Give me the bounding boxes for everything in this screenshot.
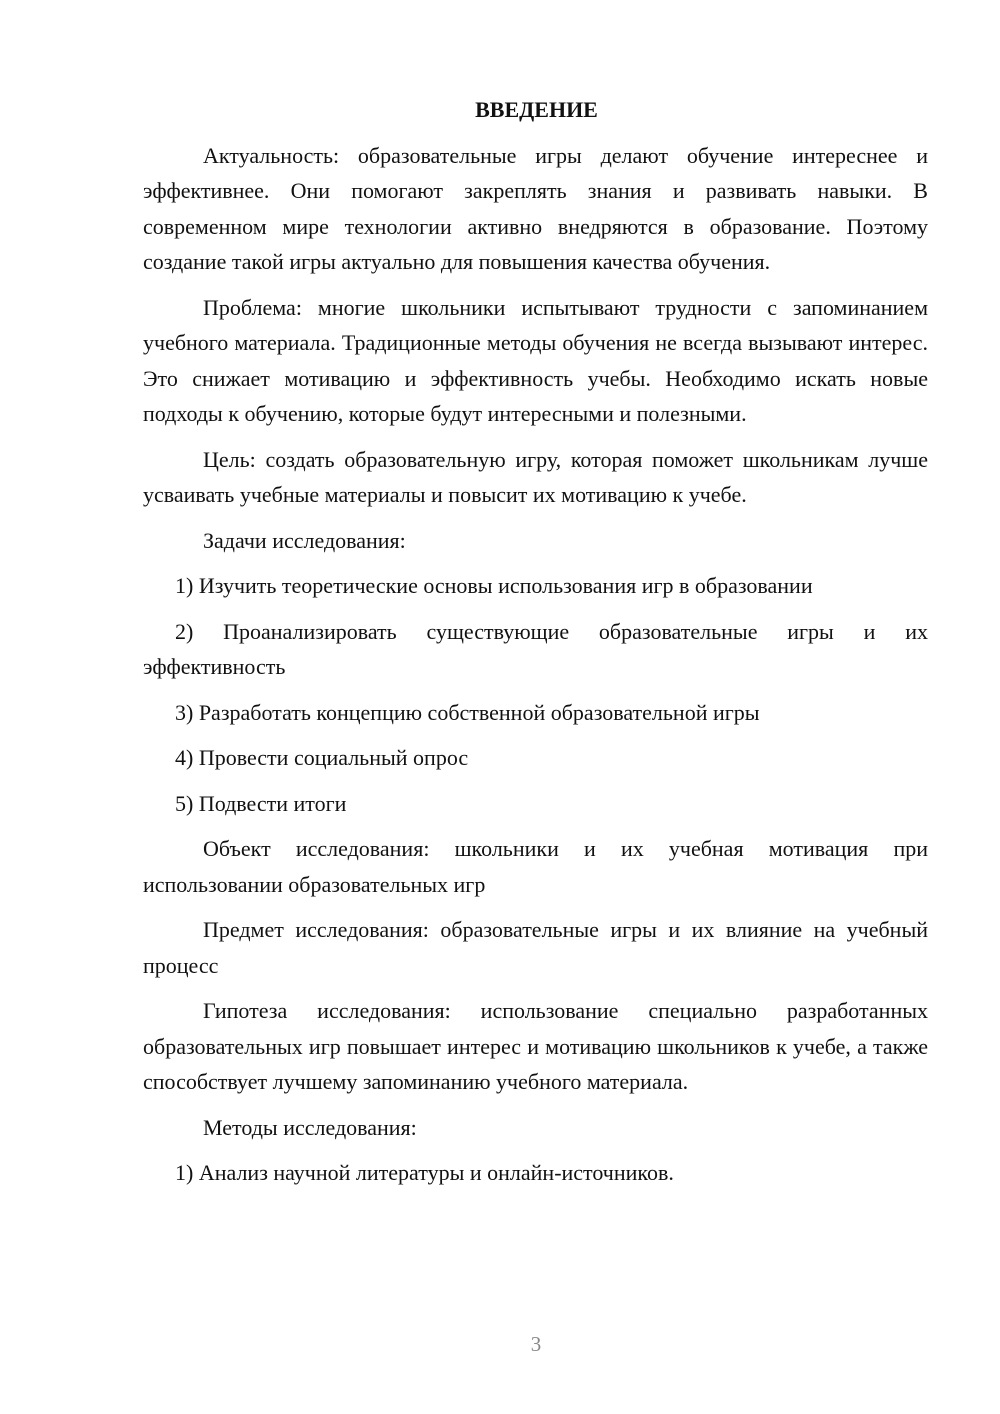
page-number: 3 [530,1332,542,1356]
page-content [143,92,928,1201]
method-item-1: 1) Анализ научной литературы и онлайн-источников. [175,1160,674,1185]
task-item-1: 1) Изучить теоретические основы использования игр в образовании [175,573,813,598]
task-item-5: 5) Подвести итоги [175,790,347,816]
task-item-4: 4) Провести социальный опрос [175,745,469,770]
relevance-paragraph: Актуальность: образовательные игры делают обучение интереснее и эффективнее. Они помогают закреплять знания и развивать навыки. В современном мире технологии активно внедряются в образование. Поэтому создание такой игры актуально для повышения качества обучения. [143,142,928,274]
subject-paragraph: Предмет исследования: образовательные игры и их влияние на учебный процесс [143,917,928,978]
object-paragraph: Объект исследования: школьники и их учебная мотивация при использовании образовательных игр [143,836,928,897]
hypothesis-paragraph: Гипотеза исследования: использование специально разработанных образовательных игр повышает интерес и мотивацию школьников к учебе, а также способствует лучшему запоминанию учебного материала. [143,998,928,1094]
tasks-heading: Задачи исследования: [203,527,406,553]
methods-heading: Методы исследования: [203,1114,417,1140]
goal-paragraph: Цель: создать образовательную игру, которая поможет школьникам лучше усваивать учебные материалы и повысит их мотивацию к учебе. [143,446,928,507]
task-item-2: 2) Проанализировать существующие образовательные игры и их эффективность [143,618,928,679]
section-title: ВВЕДЕНИЕ [475,97,598,122]
problem-paragraph: Проблема: многие школьники испытывают трудности с запоминанием учебного материала. Традиционные методы обучения не всегда вызывают интерес. Это снижает мотивацию и эффективность учебы. Необходимо искать новые подходы к обучению, которые будут интересными и полезными. [143,294,928,426]
task-item-3: 3) Разработать концепцию собственной образовательной игры [175,699,760,725]
